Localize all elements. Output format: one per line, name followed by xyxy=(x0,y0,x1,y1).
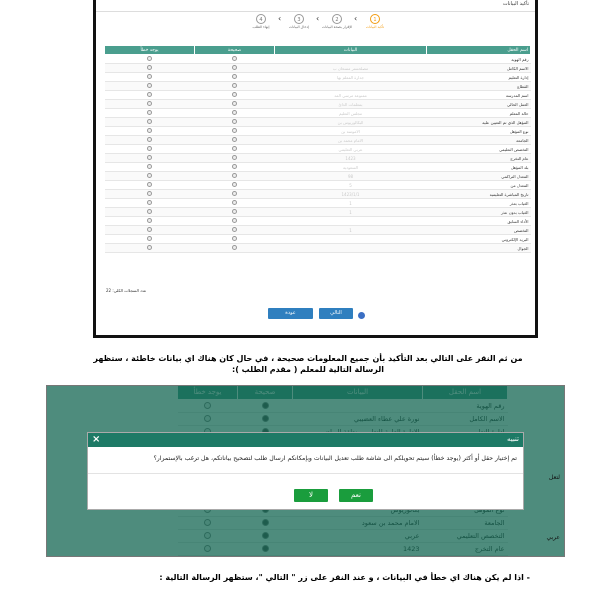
radio-icon xyxy=(232,182,238,188)
radio-icon xyxy=(232,83,238,89)
error-modal-screenshot xyxy=(46,385,565,557)
dialog-header xyxy=(88,433,523,447)
radio-icon xyxy=(147,119,153,125)
correct-radio[interactable] xyxy=(195,208,275,217)
radio-icon xyxy=(147,236,153,242)
data-table xyxy=(104,45,531,253)
radio-icon xyxy=(147,137,153,143)
error-radio[interactable] xyxy=(105,136,195,145)
radio-icon xyxy=(232,209,238,215)
field-value: مصلحستر مسحان ب xyxy=(275,64,427,73)
back-button[interactable]: عودة xyxy=(268,308,313,319)
radio-icon xyxy=(232,218,238,224)
field-name: القطاع xyxy=(427,82,531,91)
error-radio[interactable] xyxy=(105,190,195,199)
radio-icon xyxy=(232,119,238,125)
radio-icon xyxy=(147,146,153,152)
field-name: المؤهل الذي تم التعيين عليه xyxy=(427,118,531,127)
correct-radio[interactable] xyxy=(195,244,275,253)
radio-icon xyxy=(147,164,153,170)
field-value xyxy=(275,217,427,226)
table-row xyxy=(105,55,531,64)
correct-radio[interactable] xyxy=(195,145,275,154)
field-name: الغياب بدون عذر xyxy=(427,208,531,217)
col-header-correct: صحيحة xyxy=(195,46,275,55)
col-header-field: اسم الحقل xyxy=(427,46,531,55)
field-name: الجوال xyxy=(427,244,531,253)
field-name: الأداء السابق xyxy=(427,217,531,226)
table-row xyxy=(105,172,531,181)
correct-radio[interactable] xyxy=(195,73,275,82)
col-header-data: البيانات xyxy=(275,46,427,55)
radio-icon xyxy=(147,191,153,197)
field-value: جدارة المعلم بها xyxy=(275,73,427,82)
page-title: تأكيد البيانات xyxy=(502,1,529,7)
correct-radio[interactable] xyxy=(195,55,275,64)
col-header-error: يوجد خطأ xyxy=(105,46,195,55)
correct-radio[interactable] xyxy=(195,217,275,226)
radio-icon xyxy=(147,227,153,233)
correct-radio[interactable] xyxy=(195,199,275,208)
field-name: عام التخرج xyxy=(427,154,531,163)
radio-icon xyxy=(147,83,153,89)
field-value: مجلس التعليم xyxy=(275,109,427,118)
table-row xyxy=(105,199,531,208)
field-name: الاسم الكامل xyxy=(427,64,531,73)
step-label: إدخال البيانات xyxy=(289,25,309,29)
field-name: رقم الهوية xyxy=(427,55,531,64)
top-bar xyxy=(96,0,535,12)
table-row xyxy=(105,91,531,100)
correct-radio[interactable] xyxy=(195,82,275,91)
instruction-paragraph-1: من ثم النقر على التالي بعد التأكيد بأن جميع المعلومات صحيحة ، في حال كان هناك اي بيانات خاطئة ، ستظهر الرسالة التالية للمعلم ( مقدم الطلب ): xyxy=(93,354,523,374)
correct-radio[interactable] xyxy=(195,118,275,127)
table-body xyxy=(105,55,531,253)
chevron-left-icon: ‹ xyxy=(278,14,282,23)
field-value: عربي التعليمي xyxy=(275,145,427,154)
radio-icon xyxy=(232,92,238,98)
radio-icon xyxy=(232,191,238,197)
field-name: التخصص التعليمي xyxy=(427,145,531,154)
field-value: البكالوريوس بن xyxy=(275,118,427,127)
error-radio[interactable] xyxy=(105,118,195,127)
error-radio[interactable] xyxy=(105,208,195,217)
record-count: عدد السجلات الكلي: 22 xyxy=(106,288,147,293)
radio-icon xyxy=(232,164,238,170)
error-radio[interactable] xyxy=(105,244,195,253)
error-radio[interactable] xyxy=(105,163,195,172)
correct-radio[interactable] xyxy=(195,163,275,172)
error-radio[interactable] xyxy=(105,100,195,109)
error-radio[interactable] xyxy=(105,217,195,226)
error-radio[interactable] xyxy=(105,91,195,100)
step-declare[interactable] xyxy=(322,14,352,29)
field-name: المعدل من xyxy=(427,181,531,190)
radio-icon xyxy=(147,209,153,215)
field-name: اسم المدرسة xyxy=(427,91,531,100)
correct-radio[interactable] xyxy=(195,235,275,244)
radio-icon xyxy=(147,92,153,98)
side-text: لتعل xyxy=(548,474,560,481)
side-text: عربي xyxy=(546,534,560,541)
radio-icon xyxy=(147,128,153,134)
table-row xyxy=(105,136,531,145)
radio-icon xyxy=(232,65,238,71)
correct-radio[interactable] xyxy=(195,64,275,73)
table-row xyxy=(105,64,531,73)
field-value: بمعلمات الدائ xyxy=(275,100,427,109)
field-value xyxy=(275,55,427,64)
correct-radio[interactable] xyxy=(195,109,275,118)
error-radio[interactable] xyxy=(105,82,195,91)
alert-dialog xyxy=(87,432,524,510)
field-value: 5 xyxy=(275,181,427,190)
yes-button[interactable]: نعم xyxy=(339,489,373,502)
next-button[interactable]: التالي xyxy=(319,308,353,319)
table-row xyxy=(105,226,531,235)
field-value: 1 xyxy=(275,226,427,235)
correct-radio[interactable] xyxy=(195,172,275,181)
radio-icon xyxy=(232,56,238,62)
correct-radio[interactable] xyxy=(195,226,275,235)
field-name: الجامعة xyxy=(427,136,531,145)
field-value: 98 xyxy=(275,172,427,181)
radio-icon xyxy=(147,200,153,206)
radio-icon xyxy=(147,74,153,80)
field-value: الامام محمد بن xyxy=(275,136,427,145)
confirm-data-screenshot xyxy=(93,0,538,338)
dialog-message: تم إختيار حقل أو أكثر (يوجد خطأ) سيتم تحويلكم الى شاشة طلب تعديل البيانات وبإمكانكم ارسال طلب لتصحيح بياناتكم، هل ترغب بالإستمرار؟ xyxy=(153,455,517,462)
step-number: 1 xyxy=(370,14,380,24)
radio-icon xyxy=(147,101,153,107)
correct-radio[interactable] xyxy=(195,190,275,199)
correct-radio[interactable] xyxy=(195,100,275,109)
error-radio[interactable] xyxy=(105,235,195,244)
correct-radio[interactable] xyxy=(195,154,275,163)
error-radio[interactable] xyxy=(105,145,195,154)
dialog-title: تنبيه xyxy=(506,435,519,443)
field-value: ممنوعة مرسي المد xyxy=(275,91,427,100)
field-name: العمل الحالي xyxy=(427,100,531,109)
field-name: بلد المؤهل xyxy=(427,163,531,172)
field-name: نوع المؤهل xyxy=(427,127,531,136)
table-row xyxy=(105,127,531,136)
step-enter-data[interactable] xyxy=(284,14,314,29)
field-value: 1 xyxy=(275,208,427,217)
close-icon[interactable]: × xyxy=(92,434,101,445)
correct-radio[interactable] xyxy=(195,127,275,136)
table-row xyxy=(105,73,531,82)
field-name: البريد الإلكتروني xyxy=(427,235,531,244)
step-number: 4 xyxy=(256,14,266,24)
radio-icon xyxy=(147,56,153,62)
field-name: الغياب بعذر xyxy=(427,199,531,208)
radio-icon xyxy=(232,74,238,80)
step-confirm[interactable] xyxy=(360,14,390,29)
radio-icon xyxy=(232,227,238,233)
correct-radio[interactable] xyxy=(195,91,275,100)
error-radio[interactable] xyxy=(105,181,195,190)
error-radio[interactable] xyxy=(105,226,195,235)
radio-icon xyxy=(232,137,238,143)
step-number: 3 xyxy=(294,14,304,24)
radio-icon xyxy=(232,236,238,242)
table-row xyxy=(105,154,531,163)
field-value: السعودية xyxy=(275,163,427,172)
radio-icon xyxy=(232,128,238,134)
radio-icon xyxy=(147,155,153,161)
radio-icon xyxy=(147,173,153,179)
radio-icon xyxy=(147,245,153,251)
instruction-paragraph-2: - اذا لم يكن هناك اي خطأ في البيانات ، و عند النقر على زر " التالي "، ستظهر الرسالة التالية : xyxy=(159,573,530,582)
table-row xyxy=(105,181,531,190)
step-number: 2 xyxy=(332,14,342,24)
error-radio[interactable] xyxy=(105,199,195,208)
radio-icon xyxy=(147,110,153,116)
correct-radio[interactable] xyxy=(195,136,275,145)
field-name: المعدل التراكمي xyxy=(427,172,531,181)
field-name: حالة المعلم xyxy=(427,109,531,118)
field-value: الاموسة بن xyxy=(275,127,427,136)
table-row xyxy=(105,100,531,109)
radio-icon xyxy=(232,173,238,179)
error-radio[interactable] xyxy=(105,154,195,163)
no-button[interactable]: لا xyxy=(294,489,328,502)
radio-icon xyxy=(232,101,238,107)
cursor-icon xyxy=(358,312,365,319)
table-row xyxy=(105,118,531,127)
radio-icon xyxy=(232,110,238,116)
step-label: الإقرار بصحة البيانات xyxy=(322,25,353,29)
radio-icon xyxy=(232,146,238,152)
step-label: إنهاء الطلب xyxy=(252,25,270,29)
radio-icon xyxy=(232,155,238,161)
table-row xyxy=(105,163,531,172)
table-row xyxy=(105,208,531,217)
table-row xyxy=(105,82,531,91)
error-radio[interactable] xyxy=(105,64,195,73)
field-name: التخصص xyxy=(427,226,531,235)
radio-icon xyxy=(232,245,238,251)
error-radio[interactable] xyxy=(105,127,195,136)
step-finish[interactable] xyxy=(246,14,276,29)
radio-icon xyxy=(232,200,238,206)
progress-steps xyxy=(246,14,391,44)
field-value xyxy=(275,82,427,91)
radio-icon xyxy=(147,65,153,71)
error-radio[interactable] xyxy=(105,109,195,118)
chevron-left-icon: ‹ xyxy=(354,14,358,23)
field-value xyxy=(275,235,427,244)
error-radio[interactable] xyxy=(105,73,195,82)
correct-radio[interactable] xyxy=(195,181,275,190)
table-row xyxy=(105,190,531,199)
field-value: 1423/1/1 xyxy=(275,190,427,199)
field-name: إدارة التعليم xyxy=(427,73,531,82)
table-row xyxy=(105,109,531,118)
chevron-left-icon: ‹ xyxy=(316,14,320,23)
table-row xyxy=(105,235,531,244)
table-row xyxy=(105,217,531,226)
divider xyxy=(88,473,523,474)
radio-icon xyxy=(147,218,153,224)
error-radio[interactable] xyxy=(105,172,195,181)
table-row xyxy=(105,145,531,154)
table-row xyxy=(105,244,531,253)
error-radio[interactable] xyxy=(105,55,195,64)
radio-icon xyxy=(147,182,153,188)
field-value: 1423 xyxy=(275,154,427,163)
step-label: تأكيد البيانات xyxy=(365,25,385,29)
field-value: 1 xyxy=(275,199,427,208)
field-value xyxy=(275,244,427,253)
field-name: تاريخ المباشرة التعليمية xyxy=(427,190,531,199)
